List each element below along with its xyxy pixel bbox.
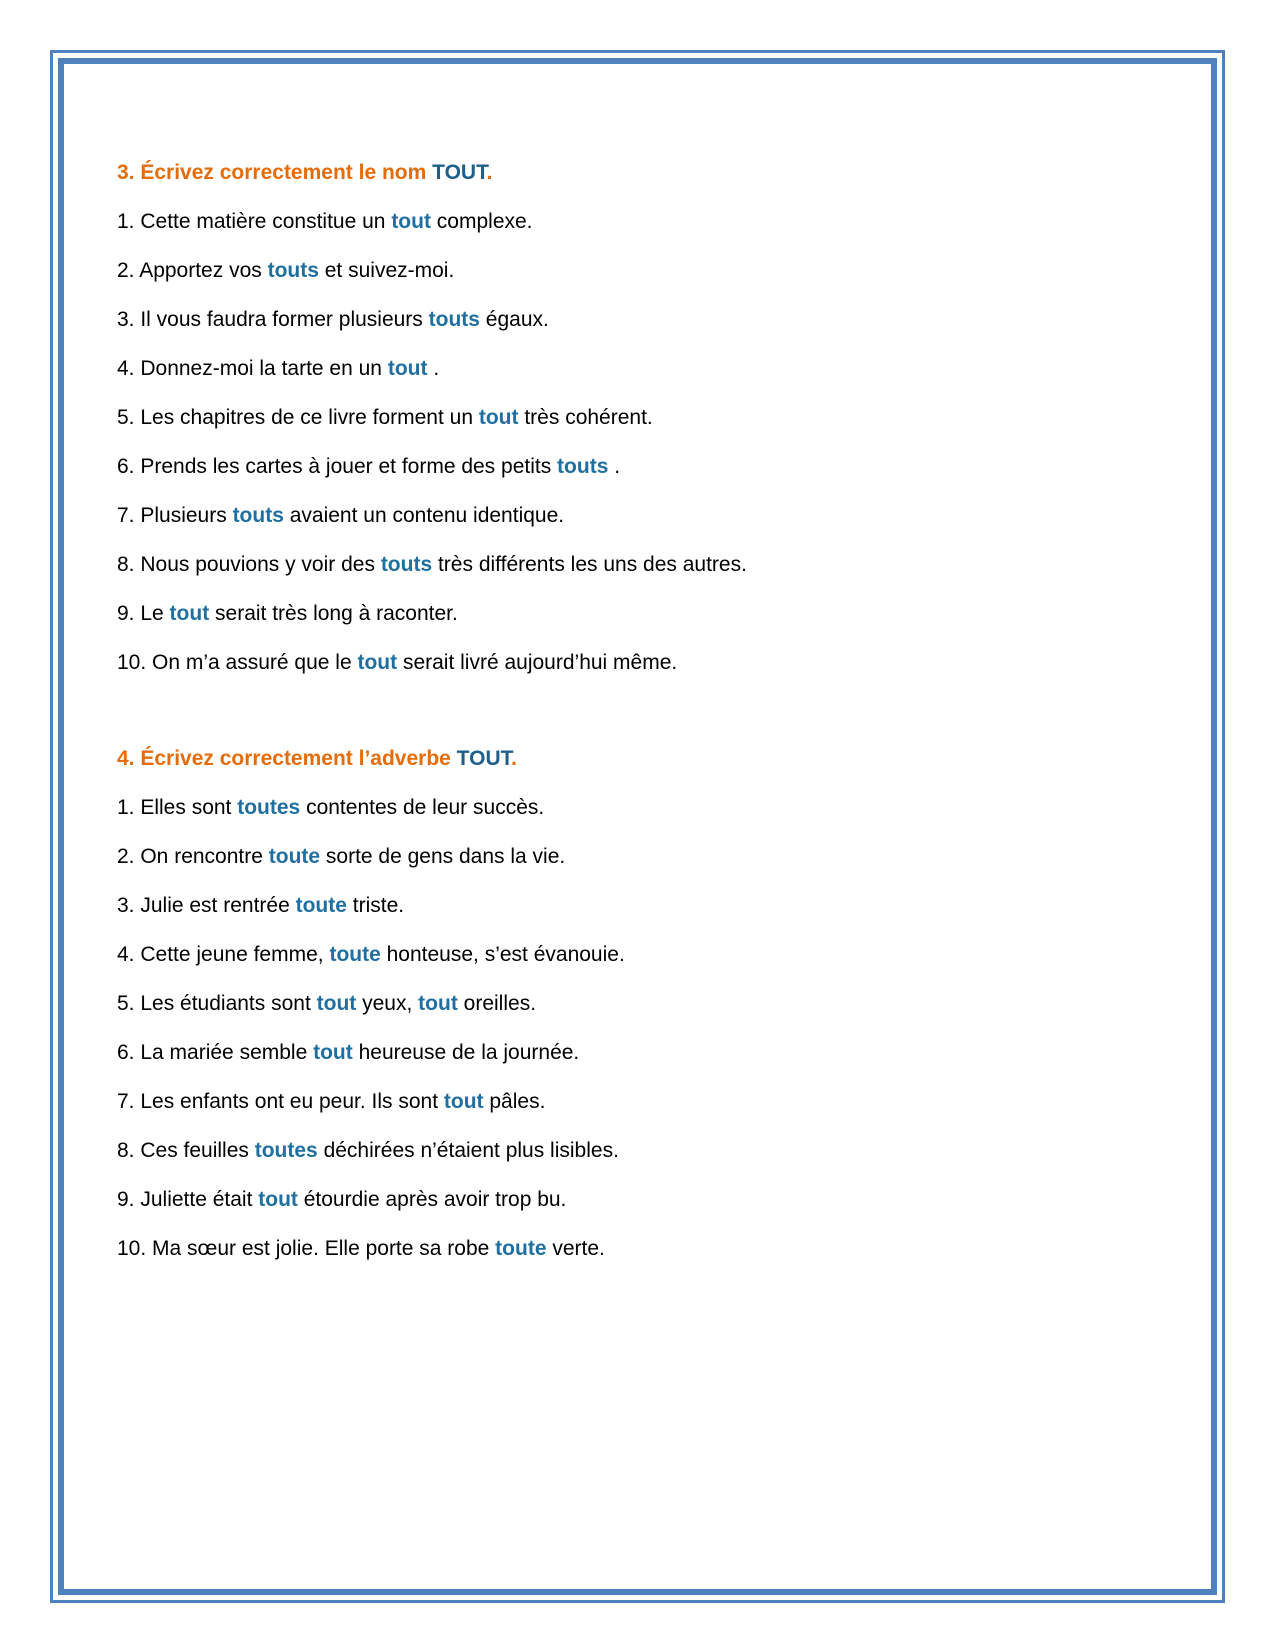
answer: touts	[267, 259, 319, 282]
section-3-item-10: 10. On m’a assuré que le tout serait livré aujourd’hui même.	[117, 651, 678, 674]
page-border-inner	[58, 58, 1217, 1595]
answer: tout	[391, 210, 431, 233]
section-4-item-7: 7. Les enfants ont eu peur. Ils sont tout pâles.	[117, 1090, 546, 1113]
answer: tout	[357, 651, 398, 674]
answer: tout	[258, 1188, 298, 1211]
answer: tout	[443, 1090, 484, 1113]
answer: tout	[478, 406, 519, 429]
answer: touts	[232, 504, 284, 527]
section-4-item-10: 10. Ma sœur est jolie. Elle porte sa robe toute verte.	[117, 1237, 605, 1260]
section-3-item-9: 9. Le tout serait très long à raconter.	[117, 602, 458, 625]
section-4-item-2: 2. On rencontre toute sorte de gens dans la vie.	[117, 845, 566, 868]
answer: toute	[495, 1237, 547, 1260]
answer: touts	[428, 308, 480, 331]
section-3-item-3: 3. Il vous faudra former plusieurs touts égaux.	[117, 308, 549, 331]
section-3-item-8: 8. Nous pouvions y voir des touts très différents les uns des autres.	[117, 553, 747, 576]
answer: touts	[557, 455, 609, 478]
answer: toute	[329, 943, 381, 966]
answer: tout	[169, 602, 210, 625]
answer: toute	[295, 894, 347, 917]
answer: tout	[418, 992, 458, 1015]
section-4-item-8: 8. Ces feuilles toutes déchirées n’étaient plus lisibles.	[117, 1139, 619, 1162]
section-4-item-1: 1. Elles sont toutes contentes de leur succès.	[117, 796, 545, 819]
section-4-item-3: 3. Julie est rentrée toute triste.	[117, 894, 405, 917]
answer: tout	[387, 357, 428, 380]
section-3-item-7: 7. Plusieurs touts avaient un contenu identique.	[117, 504, 565, 527]
answer: toute	[268, 845, 321, 868]
section-3-item-5: 5. Les chapitres de ce livre forment un tout très cohérent.	[117, 406, 653, 429]
section-3-item-1: 1. Cette matière constitue un tout complexe.	[117, 210, 533, 233]
answer: toutes	[254, 1139, 318, 1162]
section-3-item-4: 4. Donnez-moi la tarte en un tout .	[117, 357, 440, 380]
section-4-item-4: 4. Cette jeune femme, toute honteuse, s’est évanouie.	[117, 943, 625, 966]
answer: touts	[380, 553, 433, 576]
answer: tout	[316, 992, 357, 1015]
answer: toutes	[237, 796, 301, 819]
section-3-item-2: 2. Apportez vos touts et suivez-moi.	[117, 259, 455, 282]
section-3-item-6: 6. Prends les cartes à jouer et forme des petits touts .	[117, 455, 621, 478]
section-4-item-6: 6. La mariée semble tout heureuse de la journée.	[117, 1041, 580, 1064]
section-4-item-9: 9. Juliette était tout étourdie après avoir trop bu.	[117, 1188, 567, 1211]
section-3-heading: 3. Écrivez correctement le nom TOUT.	[117, 161, 493, 184]
section-4-item-5: 5. Les étudiants sont tout yeux, tout oreilles.	[117, 992, 537, 1015]
section-4-heading: 4. Écrivez correctement l’adverbe TOUT.	[117, 747, 517, 770]
answer: tout	[313, 1041, 353, 1064]
